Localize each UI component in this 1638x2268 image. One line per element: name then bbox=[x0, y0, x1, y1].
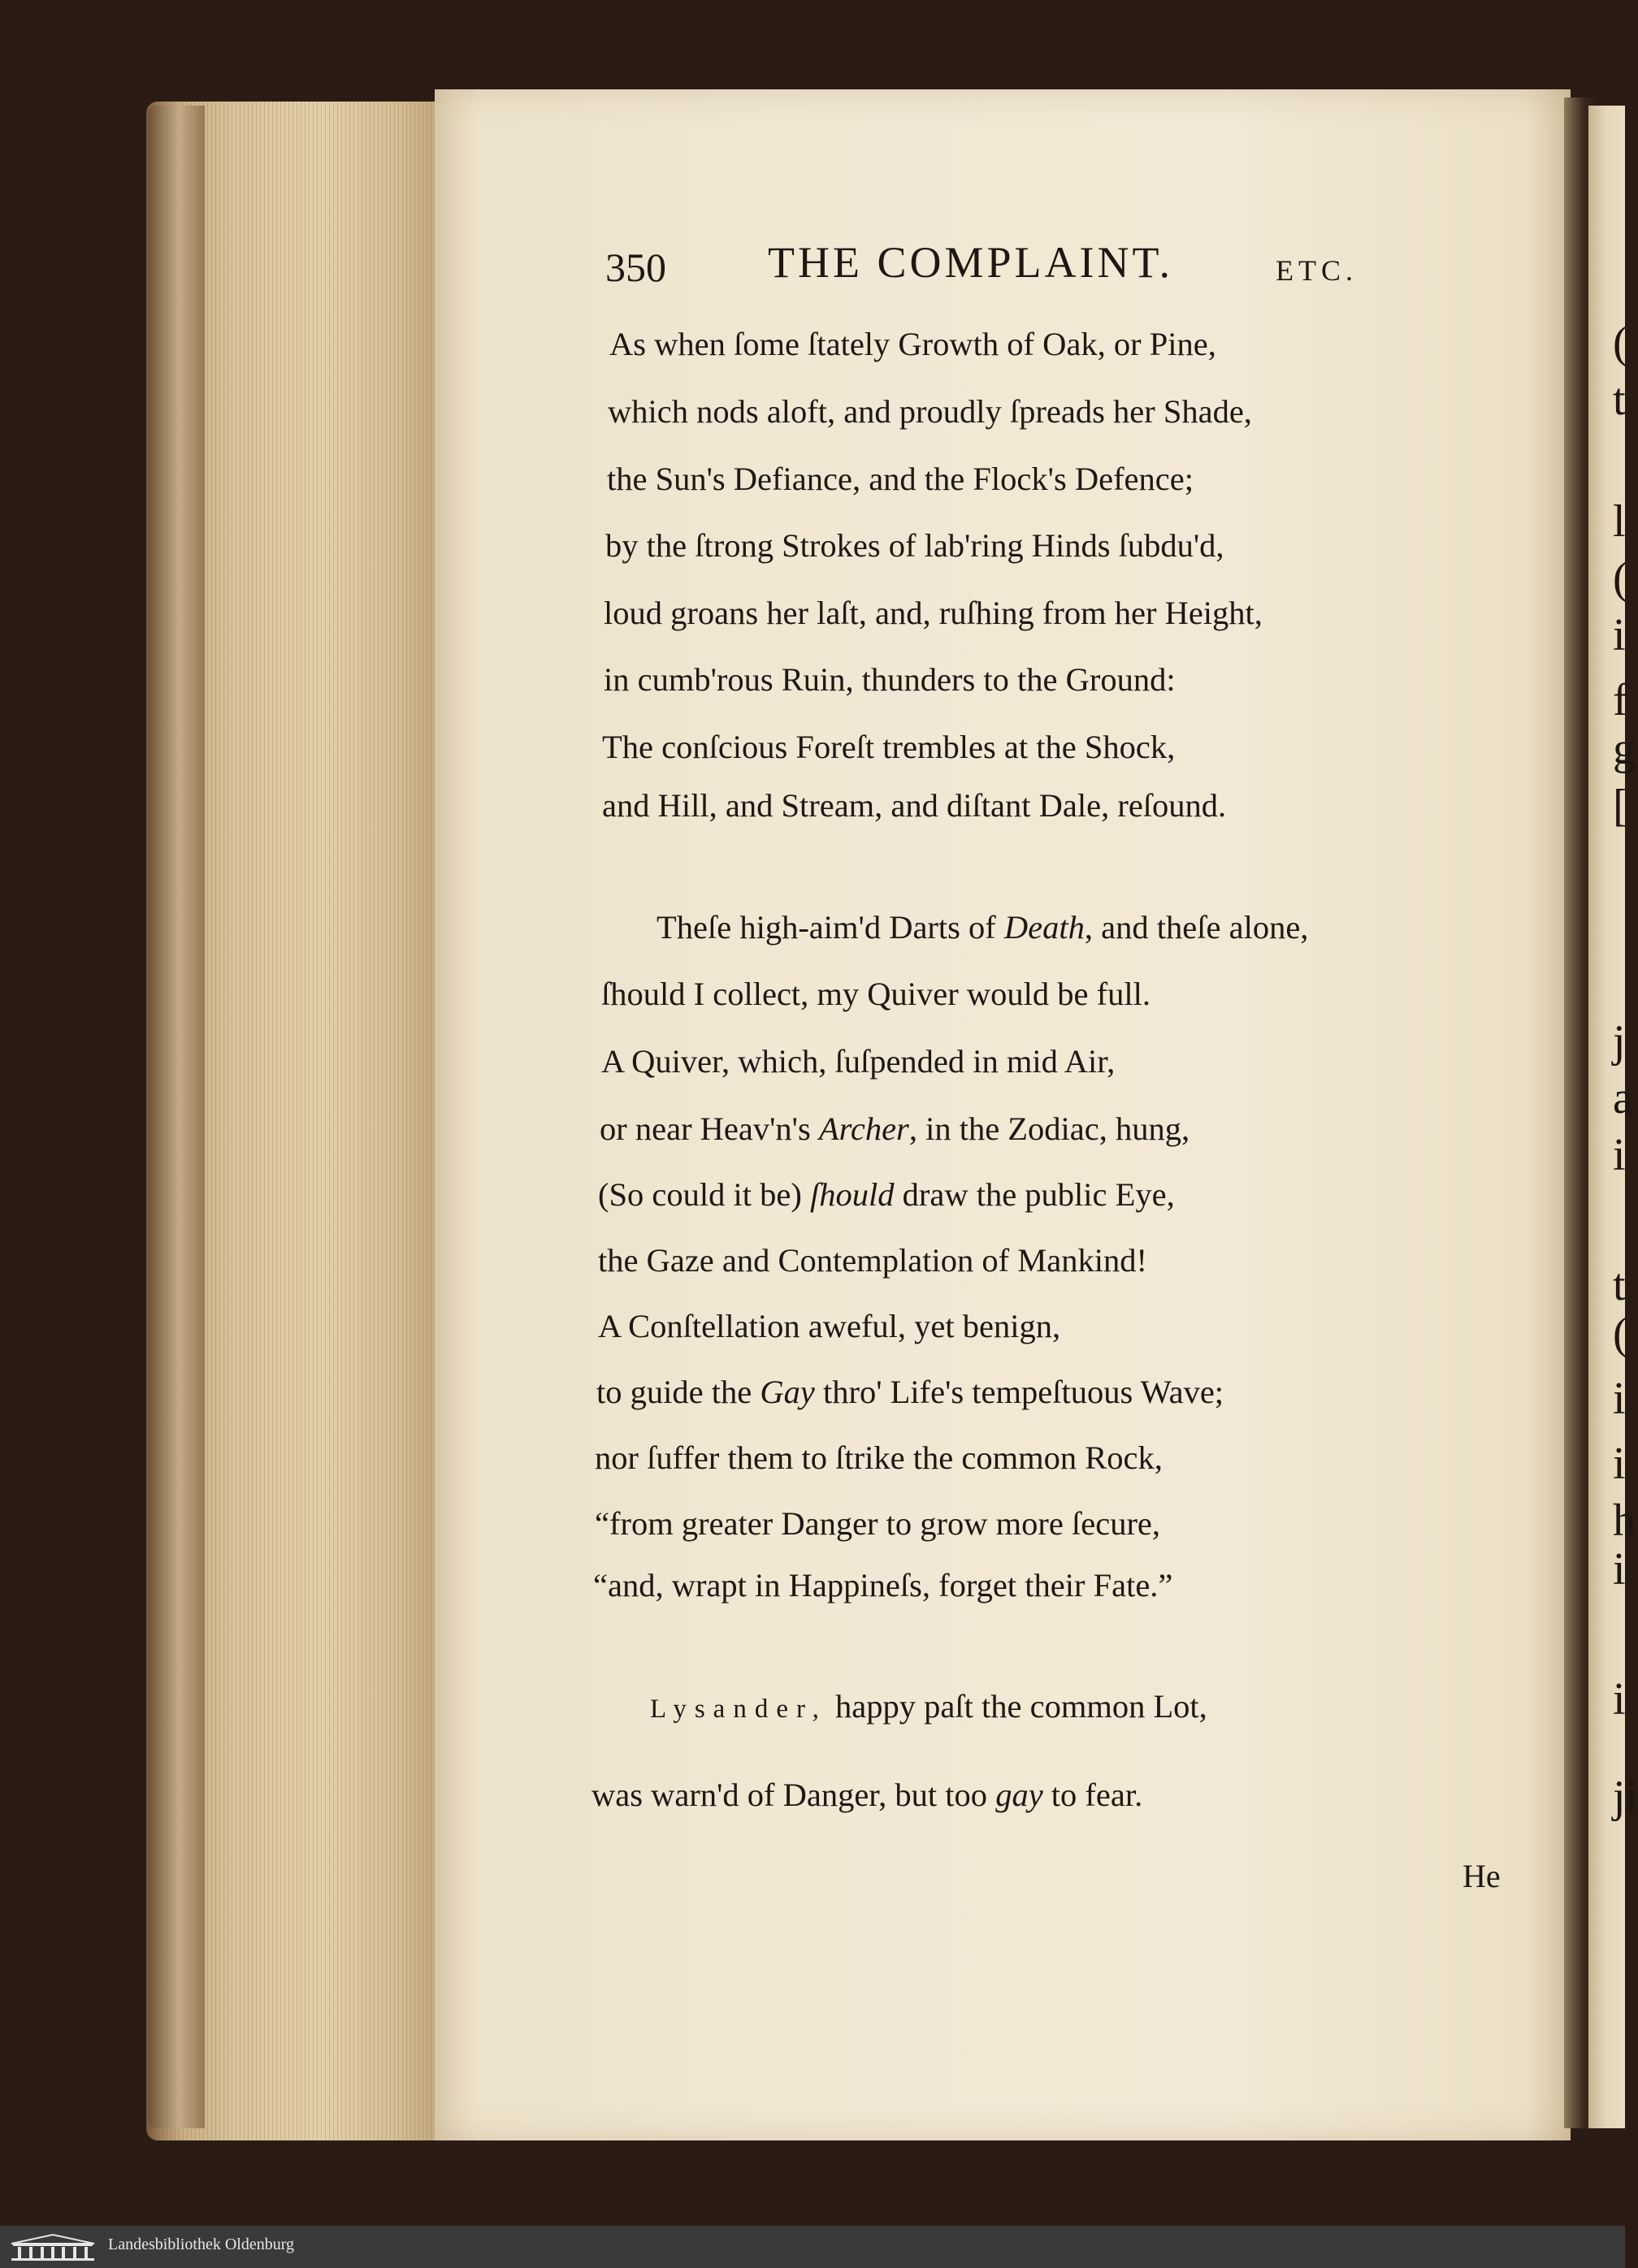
adjacent-glyph: i bbox=[1613, 1674, 1626, 1725]
running-title-etc: ETC. bbox=[1276, 254, 1358, 287]
library-name: Landesbibliothek Oldenburg bbox=[108, 2236, 295, 2253]
verse-line: The conſcious Foreſt trembles at the Shock, bbox=[602, 729, 1176, 765]
adjacent-glyph: t bbox=[1613, 1260, 1626, 1310]
adjacent-glyph: ( bbox=[1613, 1309, 1628, 1359]
verse-text: Theſe high-aim'd Darts of bbox=[656, 909, 1004, 946]
verse-italic: gay bbox=[995, 1777, 1043, 1813]
verse-smallcaps: Lysander, bbox=[650, 1695, 827, 1724]
verse-line bbox=[656, 908, 1308, 946]
verse-text: thro' Life's tempeſtuous Wave; bbox=[814, 1374, 1224, 1410]
verse-line bbox=[600, 1110, 1190, 1148]
verse-line bbox=[596, 1373, 1224, 1411]
adjacent-glyph: i bbox=[1613, 1439, 1626, 1489]
verse-line: the Gaze and Contemplation of Mankind! bbox=[598, 1242, 1147, 1279]
verse-text: happy paſt the common Lot, bbox=[826, 1688, 1207, 1725]
adjacent-glyph: i bbox=[1613, 1374, 1626, 1424]
adjacent-glyph: j bbox=[1613, 1016, 1626, 1067]
adjacent-glyph: a bbox=[1613, 1073, 1633, 1123]
verse-text: to guide the bbox=[596, 1374, 760, 1410]
verse-line: “and, wrapt in Happineſs, forget their Fate.” bbox=[593, 1567, 1173, 1604]
verse-line: which nods aloft, and proudly ſpreads her Shade, bbox=[608, 393, 1252, 430]
verse-line bbox=[598, 1175, 1175, 1214]
footer-bar bbox=[0, 2226, 1625, 2268]
verse-line: As when ſome ſtately Growth of Oak, or Pine, bbox=[609, 326, 1216, 362]
adjacent-glyph: i bbox=[1613, 1130, 1626, 1180]
adjacent-glyph: ji bbox=[1613, 1772, 1638, 1822]
verse-italic: Gay bbox=[760, 1374, 815, 1410]
verse-line: and Hill, and Stream, and diſtant Dale, reſound. bbox=[602, 787, 1227, 824]
verse-italic: Archer bbox=[818, 1110, 909, 1147]
verse-line: by the ſtrong Strokes of lab'ring Hinds ſubdu'd, bbox=[605, 527, 1224, 564]
verse-line: “from greater Danger to grow more ſecure, bbox=[595, 1505, 1161, 1542]
adjacent-glyph: [ bbox=[1613, 781, 1628, 831]
verse-text: draw the public Eye, bbox=[894, 1176, 1175, 1213]
adjacent-glyph: l bbox=[1613, 496, 1626, 547]
verse-line: A Quiver, which, ſuſpended in mid Air, bbox=[601, 1043, 1116, 1080]
verse-italic: Death bbox=[1003, 909, 1085, 946]
verse-line: in cumb'rous Ruin, thunders to the Ground: bbox=[604, 661, 1176, 698]
verse-text: , and theſe alone, bbox=[1084, 909, 1309, 946]
verse-line: ſhould I collect, my Quiver would be full. bbox=[601, 976, 1150, 1012]
verse-line bbox=[592, 1776, 1142, 1814]
adjacent-glyph: f bbox=[1613, 675, 1628, 725]
verse-line: the Sun's Defiance, and the Flock's Defence; bbox=[607, 461, 1194, 497]
verse-text: to fear. bbox=[1042, 1777, 1143, 1813]
verse-text: was warn'd of Danger, but too bbox=[592, 1777, 996, 1813]
running-title: THE COMPLAINT. bbox=[768, 238, 1173, 287]
verse-text: (So could it be) bbox=[598, 1176, 810, 1213]
verse-line bbox=[650, 1687, 1207, 1725]
verse-line: loud groans her laſt, and, ruſhing from her Height, bbox=[604, 595, 1263, 631]
adjacent-glyph: g bbox=[1613, 724, 1636, 774]
adjacent-glyph: i bbox=[1613, 1544, 1626, 1595]
catchword: He bbox=[1462, 1858, 1501, 1894]
adjacent-glyph: i bbox=[1613, 610, 1626, 660]
adjacent-glyph: ( bbox=[1613, 318, 1628, 368]
adjacent-glyph: ( bbox=[1613, 553, 1628, 604]
verse-text: or near Heav'n's bbox=[600, 1110, 819, 1147]
adjacent-glyph: t bbox=[1613, 374, 1626, 425]
verse-line: A Conſtellation aweful, yet benign, bbox=[598, 1308, 1061, 1344]
verse-italic: ſhould bbox=[809, 1176, 895, 1213]
adjacent-glyph: h bbox=[1613, 1495, 1636, 1546]
book-cover-edge bbox=[148, 106, 205, 2128]
page-number: 350 bbox=[605, 245, 666, 290]
verse-line: nor ſuffer them to ſtrike the common Rock, bbox=[595, 1439, 1163, 1476]
verse-text: , in the Zodiac, hung, bbox=[908, 1110, 1190, 1147]
library-building-icon bbox=[8, 2232, 98, 2262]
